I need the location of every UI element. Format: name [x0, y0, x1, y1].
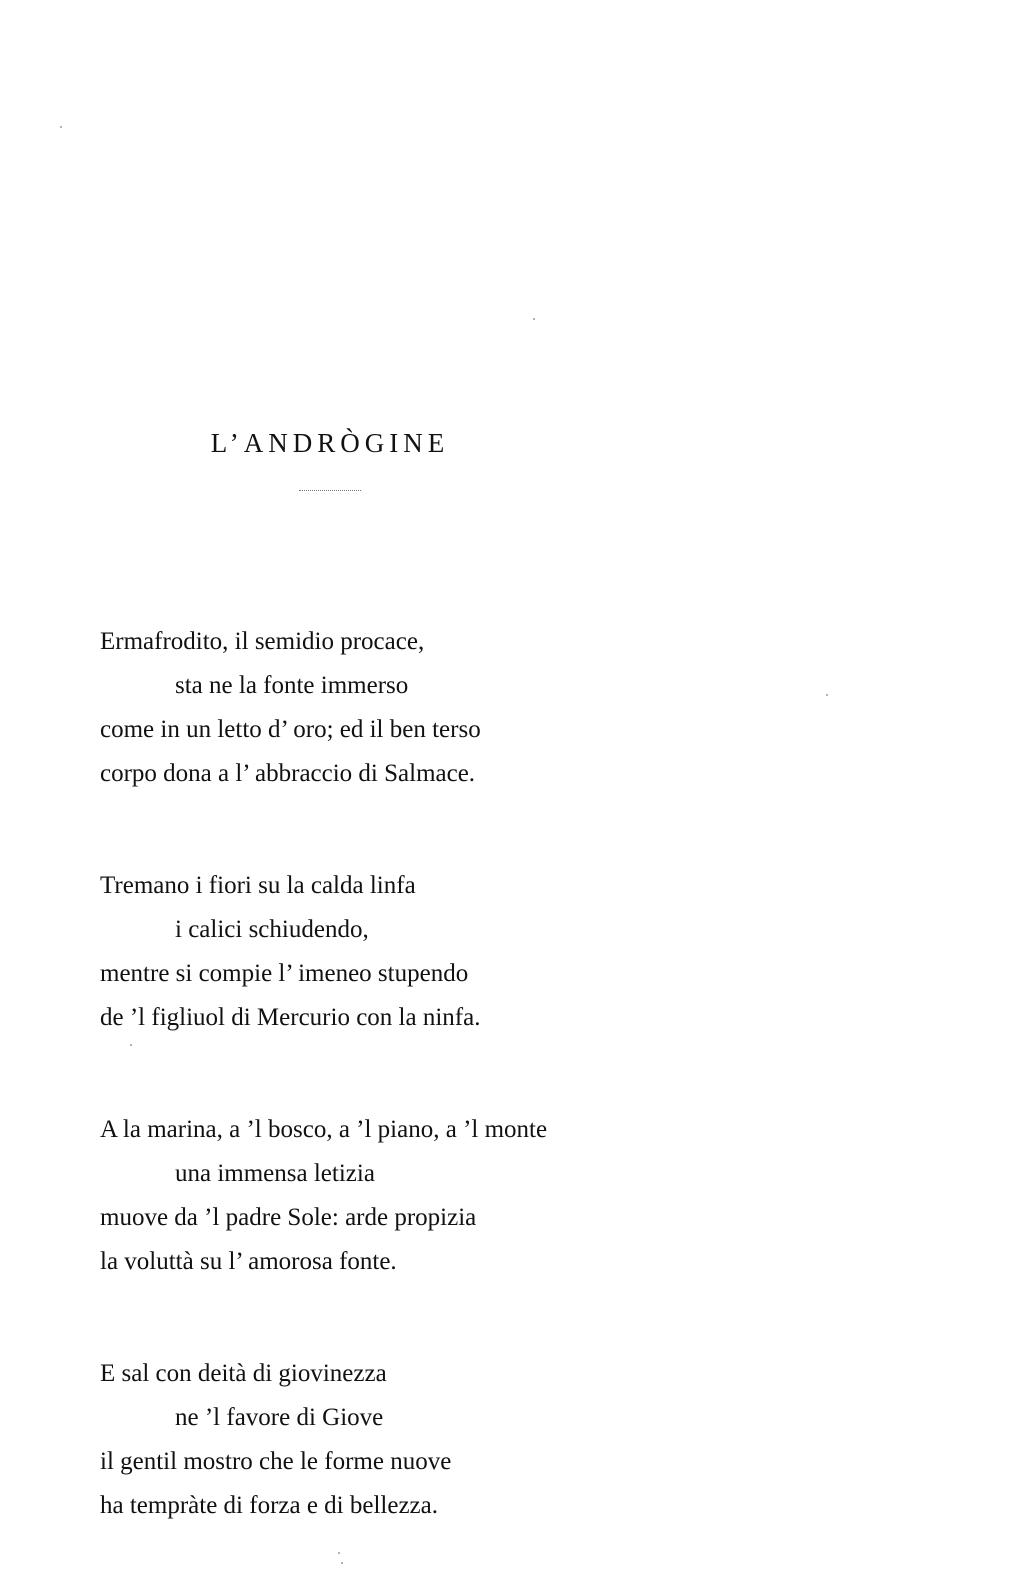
verse-line-indented: una immensa letizia — [175, 1160, 375, 1187]
stanza-3 — [100, 1108, 660, 1284]
verse-line: A la marina, a ’l bosco, a ’l piano, a ’l monte — [100, 1116, 548, 1143]
verse-line: muove da ’l padre Sole: arde propizia — [100, 1204, 477, 1231]
verse-line-indented: ne ’l favore di Giove — [175, 1404, 384, 1431]
verse-line: Ermafrodito, il semidio procace, — [100, 628, 425, 655]
scan-speck — [338, 1552, 340, 1554]
verse-line: ha tempràte di forza e di bellezza. — [100, 1492, 439, 1519]
verse-line: come in un letto d’ oro; ed il ben terso — [100, 716, 481, 743]
poem-title: L’ANDRÒGINE — [210, 428, 450, 458]
scan-speck — [533, 318, 535, 320]
verse-line: corpo dona a l’ abbraccio di Salmace. — [100, 760, 476, 787]
verse-line-indented: i calici schiudendo, — [175, 916, 369, 943]
scan-speck — [130, 1044, 132, 1046]
verse-line: de ’l figliuol di Mercurio con la ninfa. — [100, 1004, 481, 1031]
verse-line: Tremano i fiori su la calda linfa — [100, 872, 416, 899]
verse-line-indented: sta ne la fonte immerso — [175, 672, 409, 699]
scan-speck — [826, 694, 828, 696]
poem-body — [100, 620, 660, 1596]
stanza-4 — [100, 1352, 660, 1528]
verse-line: il gentil mostro che le forme nuove — [100, 1448, 452, 1475]
stanza-2 — [100, 864, 660, 1040]
stanza-1 — [100, 620, 660, 796]
title-ornament-divider — [299, 490, 361, 491]
scan-speck — [60, 126, 62, 128]
verse-line: E sal con deità di giovinezza — [100, 1360, 387, 1387]
scan-speck — [341, 1562, 343, 1564]
verse-line: la voluttà su l’ amorosa fonte. — [100, 1248, 397, 1275]
verse-line: mentre si compie l’ imeneo stupendo — [100, 960, 469, 987]
